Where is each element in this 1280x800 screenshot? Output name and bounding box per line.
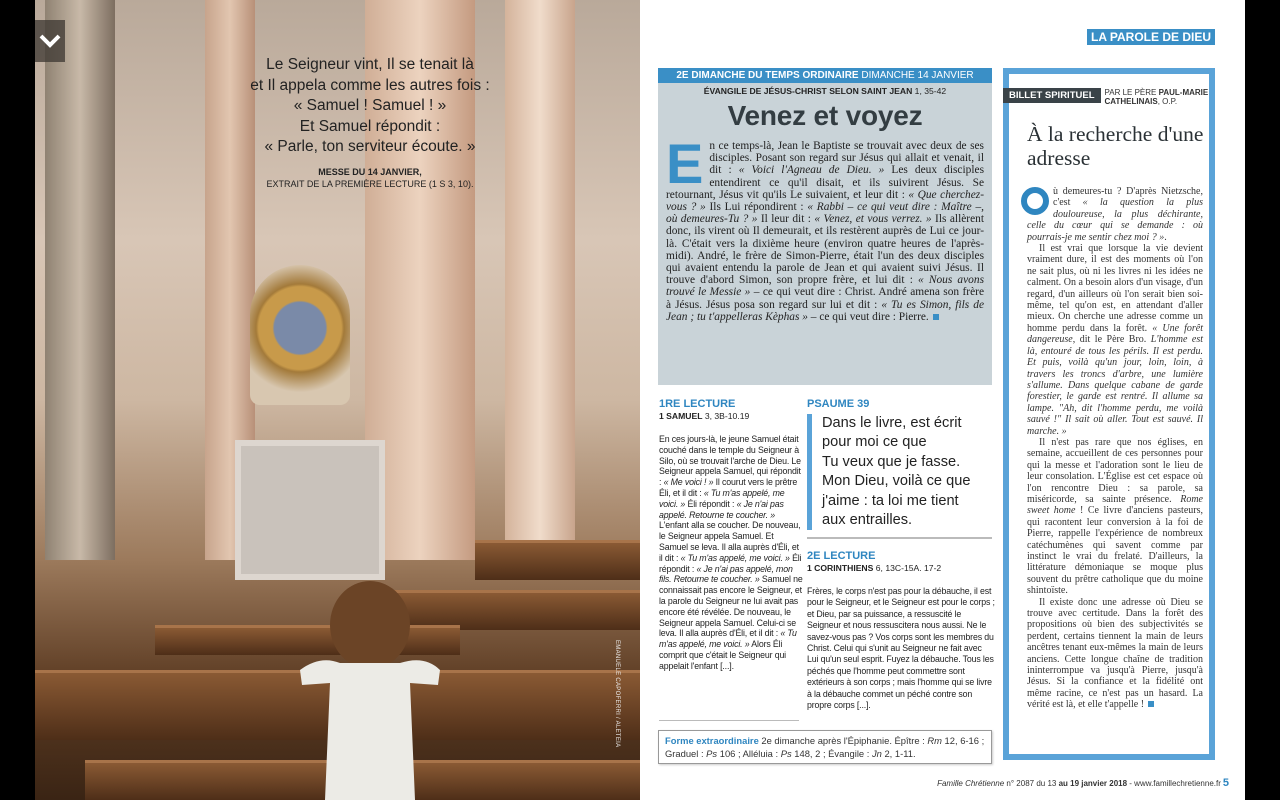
- column-badge: BILLET SPIRITUEL: [1003, 88, 1101, 103]
- rich-text: [1027, 186, 1203, 243]
- chevron-down-icon: [39, 34, 61, 48]
- quote-line: « Parle, ton serviteur écoute. »: [264, 138, 476, 155]
- quote-line: « Samuel ! Samuel ! »: [293, 97, 447, 114]
- issue-number: n° 2087 du 13: [1004, 779, 1059, 788]
- gospel-source: ÉVANGILE DE JÉSUS-CHRIST SELON SAINT JEAN: [703, 86, 913, 96]
- magazine-page: [640, 0, 1245, 800]
- painting-frame: [250, 265, 350, 405]
- text-segment: Alors Éli comprit que c'était le Seigneur qui appelait l'enfant [...].: [659, 639, 786, 671]
- page-number: 5: [1222, 777, 1229, 789]
- text-segment: , dit le Père Bro.: [1072, 334, 1151, 346]
- text-segment: L'enfant alla se coucher. De nouveau, le Seigneur appela Samuel. Et Samuel se leva. Il alla auprès d'Éli, et il dit :: [659, 520, 801, 563]
- quote-line: Le Seigneur vint, Il se tenait là: [266, 56, 474, 73]
- text-segment: ù demeures-tu ? D'après Nietzsche, c'est: [1053, 186, 1203, 209]
- byline-prefix: PAR LE PÈRE: [1104, 88, 1157, 97]
- italic-segment: « Tu es Simon, fils de Jean ; tu t'appelleras Kèphas »: [666, 298, 984, 323]
- quote-line: et Il appela comme les autres fois :: [250, 76, 490, 94]
- rich-text: [666, 132, 985, 323]
- text-segment: Il existe donc une adresse où Dieu se trouve avec certitude. Dans la forêt des propositions où bien des subjectivités se perdent, certains tiennent la main de leurs ancêtres tenant eux-mêmes la main de leurs anciens. Cette longue chaîne de tradition ininterrompue va jusqu'à Pierre, jusqu'à Jésus. Si la confiance et la fidélité ont même racine, ce n'est pas un hasard. La vérité est là, et elle t'appelle !: [1027, 596, 1203, 711]
- second-reading-ref: 6, 13C-15A. 17-2: [875, 563, 942, 573]
- divider: [807, 537, 992, 539]
- italic-segment: Ps: [706, 748, 718, 759]
- psalm-line: pour moi ce que: [822, 434, 927, 451]
- text-segment: n ce temps-là, Jean le Baptiste se trouvait avec deux de ses disciples. Posant son regard sur Jésus qui allait et venait, il dit :: [709, 140, 984, 177]
- first-reading-ref: 3, 3B-10.19: [704, 411, 750, 421]
- photo-credit: EMANUELE CAPOFERRI / ALETEIA: [614, 640, 620, 748]
- text-segment: .: [1164, 231, 1167, 243]
- end-mark-icon: [1148, 701, 1154, 707]
- italic-segment: « la question la plus douloureuse, la plus déchirante, celle du cœur qui se demande : où pourrais-je me sentir chez moi ? »: [1027, 197, 1203, 243]
- column-title: À la recherche d'une adresse: [1027, 122, 1204, 170]
- drop-cap-o-icon: [1021, 187, 1049, 215]
- text-segment: Il n'est pas rare que nos églises, en semaine, accueillent de ces personnes pour qui la messe et l'adoration sont le lieu de leur consolation. L'Église est cet espace où l'on rencontre Dieu : sa parole, sa miséricorde, sa sainte présence.: [1027, 436, 1203, 505]
- italic-segment: « Que cherchez-vous ? »: [666, 188, 984, 214]
- italic-segment: L'homme est là, entouré de tous les périls. Il est perdu. Et puis, voilà qu'un jour, loin, loin, à travers les troncs d'arbre, une lumière s'allume. Dans quelque cabane de garde forestier, le garde est rentré. Il allume sa lampe. "Ah, dit l'homme perdu, me voilà sauvé !" Il sait où aller. Tout est sauvé. Il marche. »: [1027, 334, 1203, 437]
- second-reading-title: 2E LECTURE: [807, 550, 876, 562]
- psalm-line: Tu veux que je fasse.: [822, 453, 961, 470]
- italic-segment: « Tu m'as appelé, me voici. »: [680, 552, 790, 563]
- text-segment: En ces jours-là, le jeune Samuel était couché dans le temple du Seigneur à Silo, où se trouvait l'arche de Dieu. Le Seigneur appela Samuel, qui répondit :: [659, 434, 801, 488]
- church-photo: [35, 0, 640, 800]
- second-reading: [807, 550, 995, 711]
- italic-segment: Jn: [871, 748, 882, 759]
- text-segment: Il courut vers le prêtre Éli, et il dit :: [659, 477, 798, 498]
- rich-text: [1027, 243, 1203, 437]
- italic-segment: « Nous avons trouvé le Messie »: [666, 274, 985, 299]
- text-segment: 2e dimanche après l'Épiphanie. Épître :: [758, 735, 928, 746]
- pull-quote: [210, 55, 530, 190]
- psalm-line: j'aime : ta loi me tient: [822, 492, 959, 509]
- italic-segment: « Rabbi – ce qui veut dire : Maître –, où demeures-Tu ? »: [666, 201, 984, 226]
- quote-source-title: MESSE DU 14 JANVIER,: [318, 166, 422, 177]
- gospel-text: [658, 132, 992, 323]
- end-mark-icon: [933, 314, 939, 320]
- italic-segment: « Me voici ! »: [663, 477, 714, 488]
- left-letterbox: [0, 0, 35, 800]
- text-segment: Éli répondit :: [685, 498, 737, 509]
- boy-figure: [290, 575, 450, 800]
- drop-cap: E: [666, 132, 704, 195]
- text-segment: 12, 6-16 ; Graduel :: [665, 735, 985, 759]
- gospel-title: Venez et voyez: [727, 100, 923, 131]
- divider: [659, 720, 799, 721]
- author-order: , O.P.: [1157, 97, 1178, 106]
- quote-line: Et Samuel répondit :: [299, 117, 441, 135]
- column-text: [1009, 186, 1209, 711]
- extraordinary-form-label: Forme extraordinaire: [665, 735, 759, 746]
- rich-text: [1027, 597, 1203, 711]
- quote-source: EXTRAIT DE LA PREMIÈRE LECTURE (1 S 3, 10).: [266, 178, 474, 189]
- page-footer: [937, 777, 1229, 789]
- gospel-date: DIMANCHE 14 JANVIER: [861, 70, 974, 81]
- website-link[interactable]: - www.famillechretienne.fr: [1127, 779, 1221, 788]
- text-segment: Frères, le corps n'est pas pour la débauche, il est pour le Seigneur, et le Seigneur est pour le corps ; et Dieu, par sa puissance, a ressuscité le Seigneur et nous ressuscitera nous aussi. Ne le savez-vous pas ? Vos corps sont les membres du Christ. Celui qui s'unit au Seigneur ne fait avec Lui qu'un seul esprit. Fuyez la débauche. Tous les péchés que l'homme peut commettre sont extérieurs à son corps ; mais l'homme qui se livre à la débauche commet un péché contre son propre corps [...].: [807, 586, 995, 711]
- author-name: PAUL-MARIE CATHELINAIS: [1104, 88, 1209, 106]
- gospel-band: [658, 68, 992, 83]
- italic-segment: Ps: [780, 748, 792, 759]
- italic-segment: « Une forêt dangereuse: [1027, 322, 1203, 346]
- issue-dates: au 19 janvier 2018: [1058, 779, 1128, 788]
- first-reading: [659, 398, 803, 672]
- italic-segment: Rm: [927, 735, 942, 746]
- text-segment: Les deux disciples entendirent ce qu'il disait, et ils suivirent Jésus. Se retournant, Jésus vit qu'ils Le suivaient, et leur dit :: [666, 164, 984, 201]
- text-segment: – ce qui veut dire : Pierre.: [807, 310, 929, 323]
- psalm-line: Dans le livre, est écrit: [822, 415, 962, 431]
- rich-text: [1027, 437, 1203, 597]
- magazine-name: Famille Chrétienne: [937, 779, 1005, 788]
- section-rubric: LA PAROLE DE DIEU: [1087, 29, 1215, 45]
- psalm-title: PSAUME 39: [807, 398, 870, 410]
- italic-segment: Rome sweet home: [1027, 493, 1203, 517]
- text-segment: Ils Lui répondirent :: [705, 201, 808, 214]
- text-segment: 148, 2 ; Évangile :: [791, 748, 872, 759]
- text-segment: Éli répondit :: [659, 552, 802, 574]
- text-segment: Il est vrai que lorsque la vie devient vraiment dure, il est des moments où l'on ne sait plus, où ni les livres ni les idées ne calment. On a besoin alors d'un visage, d'un regard, d'un ailleurs où l'on serait bien soi-même, tel qu'on est, en attendant d'aller mieux. On cherche une adresse comme un homme perdu dans la forêt.: [1027, 243, 1203, 334]
- text-segment: 106 ; Alléluia :: [717, 748, 781, 759]
- text-segment: – ce qui veut dire : Christ. André amena son frère à Jésus. Jésus posa son regard sur lui et dit :: [666, 286, 984, 311]
- spiritual-column: [1003, 68, 1215, 760]
- italic-segment: « Tu m'as appelé, me voici. »: [659, 628, 797, 650]
- psalm-line: Mon Dieu, voilà ce que: [822, 473, 971, 490]
- psalm: [807, 398, 992, 530]
- italic-segment: « Tu m'as appelé, me voici. »: [659, 487, 785, 509]
- gospel-box: [658, 68, 992, 385]
- second-reading-text: [807, 586, 995, 711]
- italic-segment: « Voici l'Agneau de Dieu. »: [738, 164, 885, 177]
- extraordinary-form-box: [658, 730, 992, 764]
- psalm-line: aux entrailles.: [822, 512, 913, 529]
- text-segment: Il leur dit :: [757, 213, 815, 226]
- second-reading-book: 1 CORINTHIENS: [807, 563, 874, 573]
- text-segment: 2, 1-11.: [881, 748, 916, 759]
- first-reading-text: [659, 434, 803, 672]
- italic-segment: « Venez, et vous verrez. »: [814, 213, 932, 226]
- first-reading-title: 1RE LECTURE: [659, 398, 736, 410]
- liturgical-sunday: 2E DIMANCHE DU TEMPS ORDINAIRE: [676, 70, 859, 81]
- italic-segment: « Je n'ai pas appelé, mon fils. Retourne te coucher. »: [659, 563, 793, 585]
- italic-segment: « Je n'ai pas appelé. Retourne te coucher. »: [659, 498, 784, 520]
- psalm-verse: [807, 414, 992, 530]
- text-segment: Samuel ne connaissait pas encore le Seigneur, et la parole du Seigneur ne lui avait pas encore été révélée. De nouveau, le Seigneur appela Samuel. Celui-ci se leva. Il alla auprès d'Éli, et il dit :: [659, 574, 803, 639]
- text-segment: Ils allèrent donc, ils virent où Il demeurait, et ils restèrent auprès de Lui ce jour-là. C'était vers la dixième heure (environ quatre heures de l'après-midi). André, le frère de Simon-Pierre, était l'un des deux disciples qui avaient entendu la parole de Jean et qui avaient suivi Jésus. Il trouve d'abord Simon, son propre frère, et lui dit :: [666, 213, 984, 287]
- gospel-ref: 1, 35-42: [914, 86, 947, 96]
- collapse-toolbar-button[interactable]: [35, 20, 65, 62]
- right-letterbox: [1245, 0, 1280, 800]
- first-reading-book: 1 SAMUEL: [659, 411, 703, 421]
- text-segment: ! Ce livre d'anciens pasteurs, qui racontent leur conversion à la foi de Pierre, rappelle l'expérience de nombreux catéchumènes qui savent comme par instinct le vrai du frelaté. D'ailleurs, la littérature démoniaque se moque plus souvent du prêtre catholique que du moine shintoïste.: [1027, 505, 1203, 597]
